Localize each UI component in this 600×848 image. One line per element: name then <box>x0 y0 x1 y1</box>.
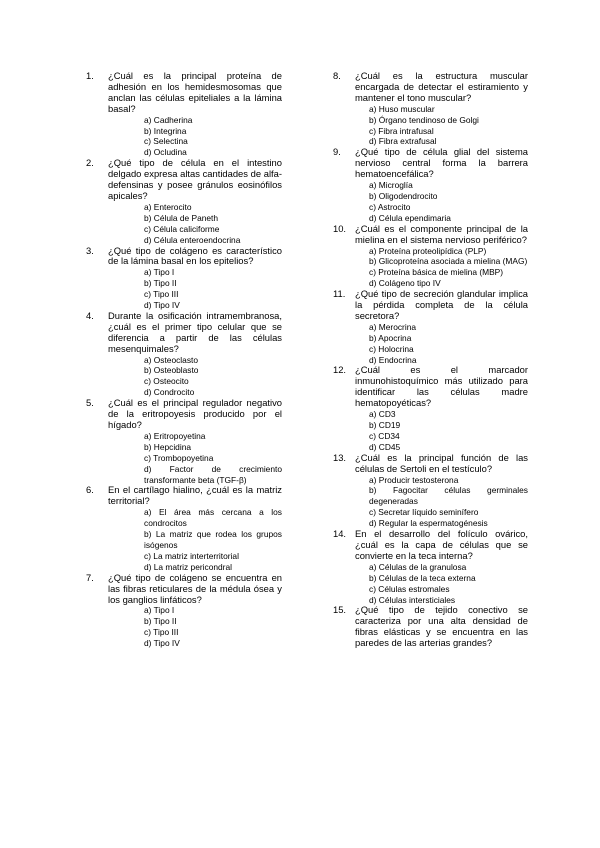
answer-option: d) Fibra extrafusal <box>369 136 437 147</box>
question-4 <box>86 311 282 398</box>
question-1 <box>86 71 282 158</box>
answer-option: d) Células intersticiales <box>369 594 456 605</box>
answer-option: b) Hepcidina <box>144 441 192 452</box>
question-number: 1. <box>86 70 94 81</box>
question-number: 13. <box>333 451 347 463</box>
answer-option: a) Proteína proteolipídica (PLP) <box>369 245 487 256</box>
question-text: ¿Qué tipo de secreción glandular implica la pérdida completa de la célula secretora? <box>355 288 528 321</box>
question-8 <box>333 71 528 147</box>
question-7 <box>86 573 282 649</box>
question-text: En el cartílago hialino, ¿cuál es la matriz territorial? <box>108 484 282 507</box>
answer-option: c) Proteína básica de mielina (MBP) <box>369 267 504 278</box>
answer-options <box>108 267 282 311</box>
answer-option: d) Célula enteroendocrina <box>144 234 241 245</box>
question-12 <box>333 365 528 452</box>
answer-option: c) Astrocito <box>369 201 411 212</box>
answer-option: c) Holocrina <box>369 343 414 354</box>
question-text: ¿Cuál es la principal función de las células de Sertoli en el testículo? <box>355 451 528 474</box>
answer-option: a) Huso muscular <box>369 103 435 114</box>
right-column <box>333 71 528 649</box>
answer-option: d) La matriz pericondral <box>144 561 232 572</box>
question-5 <box>86 398 282 485</box>
answer-option: c) Tipo III <box>144 289 179 300</box>
answer-options <box>355 562 528 606</box>
answer-options <box>108 605 282 649</box>
answer-option: c) Célula caliciforme <box>144 223 220 234</box>
answer-option: b) Fagocitar células germinales degeneradas <box>369 485 528 507</box>
question-9 <box>333 147 528 223</box>
answer-option: a) Tipo I <box>144 267 175 278</box>
answer-option: d) CD45 <box>369 441 401 452</box>
answer-options <box>108 115 282 159</box>
question-3 <box>86 246 282 311</box>
answer-option: d) Endocrina <box>369 354 417 365</box>
answer-options <box>355 104 528 148</box>
answer-option: d) Célula ependimaria <box>369 212 451 223</box>
question-15 <box>333 605 528 649</box>
answer-options <box>355 409 528 453</box>
question-number: 5. <box>86 397 94 409</box>
question-text: ¿Qué tipo de colágeno se encuentra en las fibras reticulares de la médula ósea y los ganglios linfáticos? <box>108 571 282 605</box>
answer-options <box>355 246 528 290</box>
question-text: ¿Cuál es la principal proteína de adhesión en los hemidesmosomas que anclan las células epiteliales a la lámina basal? <box>108 70 282 114</box>
answer-option: c) Tipo III <box>144 627 179 638</box>
answer-option: b) Célula de Paneth <box>144 212 219 223</box>
question-number: 14. <box>333 528 347 540</box>
answer-option: d) Tipo IV <box>144 300 180 311</box>
question-text: En el desarrollo del folículo ovárico, ¿cuál es la capa de células que se convierte en la teca interna? <box>355 528 528 561</box>
question-2 <box>86 158 282 245</box>
answer-option: b) Tipo II <box>144 278 177 289</box>
question-text: ¿Cuál es el principal regulador negativo de la eritropoyesis producido por el hígado? <box>108 397 282 430</box>
answer-options <box>355 475 528 530</box>
answer-option: d) Tipo IV <box>144 638 180 649</box>
question-text: ¿Qué tipo de célula en el intestino delgado expresa altas cantidades de alfa-defensinas y posee gránulos eosinófilos apicales? <box>108 157 282 201</box>
answer-option: c) CD34 <box>369 430 400 441</box>
answer-options <box>108 202 282 246</box>
answer-option: a) El área más cercana a los condrocitos <box>144 507 282 529</box>
left-column <box>86 71 282 649</box>
question-number: 10. <box>333 222 347 234</box>
question-number: 8. <box>333 70 341 81</box>
answer-option: a) Merocrina <box>369 321 417 332</box>
question-number: 6. <box>86 484 94 496</box>
answer-options <box>108 355 282 399</box>
question-number: 3. <box>86 244 94 256</box>
question-11 <box>333 289 528 365</box>
answer-options <box>108 507 282 572</box>
question-14 <box>333 529 528 605</box>
answer-options <box>108 431 282 486</box>
question-text: ¿Qué tipo de célula glial del sistema nervioso central forma la barrera hematoencefálica? <box>355 146 528 180</box>
answer-option: b) Integrina <box>144 125 187 136</box>
question-10 <box>333 224 528 289</box>
answer-option: b) Órgano tendinoso de Golgi <box>369 114 479 125</box>
answer-option: c) Selectina <box>144 136 188 147</box>
answer-options <box>355 180 528 224</box>
question-text: ¿Cuál es el componente principal de la mielina en el sistema nervioso periférico? <box>355 222 528 245</box>
answer-option: c) Células estromales <box>369 583 450 594</box>
answer-option: c) Secretar líquido seminífero <box>369 507 479 518</box>
answer-option: c) Trombopoyetina <box>144 452 214 463</box>
answer-option: a) Cadherina <box>144 114 193 125</box>
question-number: 12. <box>333 364 347 376</box>
answer-option: b) Tipo II <box>144 616 177 627</box>
answer-option: c) Osteocito <box>144 376 189 387</box>
answer-option: c) La matriz interterritorial <box>144 550 239 561</box>
answer-option: b) Osteoblasto <box>144 365 199 376</box>
answer-option: a) Osteoclasto <box>144 354 198 365</box>
answer-option: b) La matriz que rodea los grupos isógenos <box>144 529 282 550</box>
answer-option: b) Oligodendrocito <box>369 190 438 201</box>
answer-option: a) Enterocito <box>144 201 192 212</box>
answer-options <box>355 322 528 366</box>
answer-option: a) CD3 <box>369 409 396 420</box>
answer-option: b) CD19 <box>369 420 401 430</box>
answer-option: c) Fibra intrafusal <box>369 125 434 136</box>
answer-option: d) Ocludina <box>144 147 187 158</box>
answer-option: b) Células de la teca externa <box>369 572 476 583</box>
answer-option: d) Colágeno tipo IV <box>369 278 441 289</box>
answer-option: a) Microglía <box>369 180 413 191</box>
answer-option: a) Producir testosterona <box>369 474 459 485</box>
question-number: 2. <box>86 157 94 169</box>
question-number: 4. <box>86 309 94 321</box>
answer-option: b) Apocrina <box>369 332 412 343</box>
answer-option: b) Glicoproteína asociada a mielina (MAG) <box>369 256 528 267</box>
question-text: ¿Qué tipo de colágeno es característico de la lámina basal en los epitelios? <box>108 244 282 267</box>
answer-option: a) Eritropoyetina <box>144 430 206 441</box>
question-6 <box>86 485 282 572</box>
answer-option: d) Factor de crecimiento transformante beta (TGF-β) <box>144 463 282 485</box>
question-number: 7. <box>86 571 94 583</box>
question-number: 15. <box>333 604 347 616</box>
question-text: ¿Cuál es el marcador inmunohistoquímico más utilizado para identificar las células madre hematopoyéticas? <box>355 364 528 409</box>
answer-option: d) Regular la espermatogénesis <box>369 518 488 529</box>
answer-option: a) Tipo I <box>144 605 175 616</box>
answer-option: a) Células de la granulosa <box>369 561 467 572</box>
question-number: 9. <box>333 146 341 158</box>
question-text: ¿Cuál es la estructura muscular encargada de detectar el estiramiento y mantener el tono muscular? <box>355 70 528 103</box>
question-text: Durante la osificación intramembranosa, ¿cuál es el primer tipo celular que se diferencia a partir de las células mesenquimales? <box>108 309 282 354</box>
question-13 <box>333 453 528 529</box>
question-number: 11. <box>333 288 346 300</box>
answer-option: d) Condrocito <box>144 387 195 398</box>
question-text: ¿Qué tipo de tejido conectivo se caracteriza por una alta densidad de fibras elásticas y se encuentra en las paredes de las arterias grandes? <box>355 604 528 649</box>
